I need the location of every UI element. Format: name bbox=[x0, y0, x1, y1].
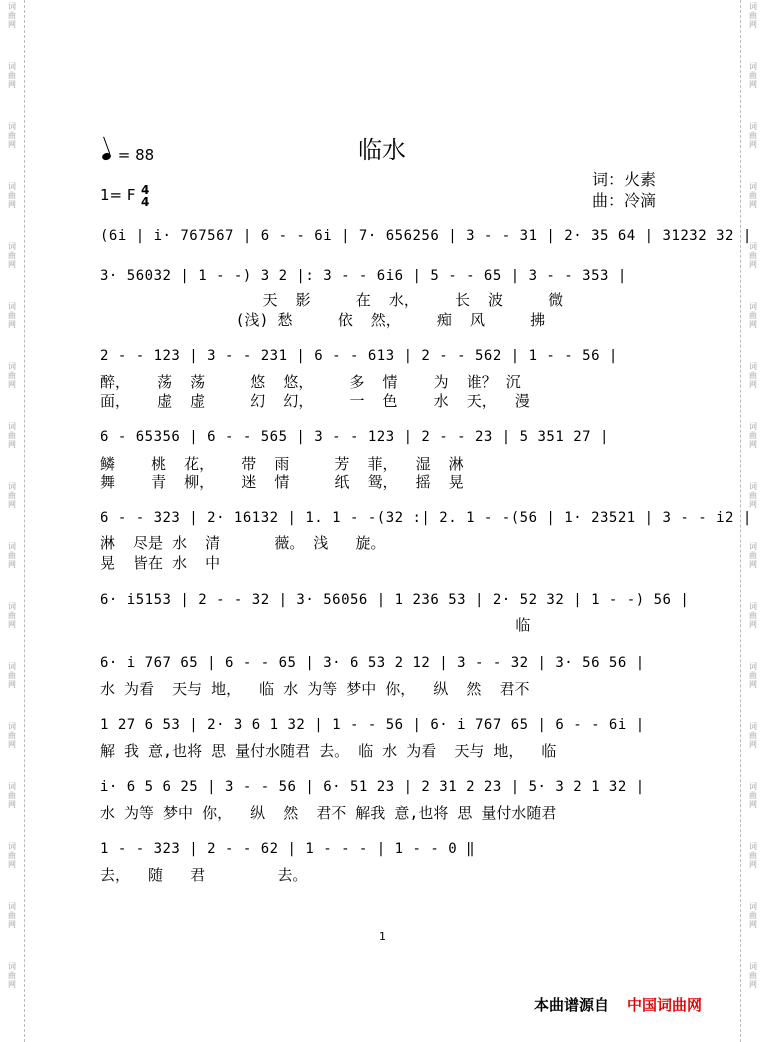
watermark-char: 词 bbox=[749, 962, 757, 971]
watermark-char: 网 bbox=[8, 920, 16, 929]
watermark-group bbox=[746, 962, 760, 1022]
watermark-char: 曲 bbox=[749, 611, 757, 620]
watermark-char: 曲 bbox=[749, 371, 757, 380]
watermark-char: 网 bbox=[749, 380, 757, 389]
watermark-char: 网 bbox=[749, 200, 757, 209]
watermark-group bbox=[746, 362, 760, 422]
watermark-group bbox=[5, 302, 19, 362]
watermark-char: 网 bbox=[8, 680, 16, 689]
lyric-line: 鳞 桃 花， 带 雨 芳 菲， 湿 淋 bbox=[100, 455, 464, 473]
lyric-line: 醉， 荡 荡 悠 悠， 多 情 为 谁？ 沉 bbox=[100, 373, 521, 391]
watermark-char: 词 bbox=[8, 362, 16, 371]
watermark-group bbox=[746, 62, 760, 122]
watermark-char: 网 bbox=[8, 620, 16, 629]
watermark-char: 网 bbox=[8, 140, 16, 149]
notation-line-3: 2 - - 123 | 3 - - 231 | 6 - - 613 | 2 - - 562 | 1 - - 56 | bbox=[100, 348, 618, 364]
watermark-group bbox=[746, 662, 760, 722]
watermark-char: 曲 bbox=[8, 311, 16, 320]
watermark-char: 曲 bbox=[749, 851, 757, 860]
watermark-char: 网 bbox=[749, 80, 757, 89]
watermark-char: 曲 bbox=[8, 131, 16, 140]
watermark-char: 词 bbox=[749, 362, 757, 371]
lyricist-credit: 词：火素 bbox=[592, 170, 657, 189]
lyric-line: 临 bbox=[100, 616, 531, 634]
watermark-group bbox=[5, 542, 19, 602]
quarter-note-icon bbox=[101, 152, 112, 162]
tempo-value: = 88 bbox=[117, 146, 155, 164]
watermark-char: 词 bbox=[749, 482, 757, 491]
watermark-group bbox=[5, 842, 19, 902]
watermark-char: 曲 bbox=[8, 371, 16, 380]
watermark-char: 曲 bbox=[8, 551, 16, 560]
watermark-char: 词 bbox=[8, 602, 16, 611]
watermark-char: 词 bbox=[8, 2, 16, 11]
footer-source-label: 本曲谱源自 bbox=[534, 996, 610, 1014]
watermark-char: 曲 bbox=[749, 551, 757, 560]
watermark-char: 网 bbox=[749, 260, 757, 269]
watermark-group bbox=[5, 2, 19, 62]
watermark-group bbox=[746, 542, 760, 602]
watermark-char: 网 bbox=[749, 560, 757, 569]
watermark-char: 网 bbox=[749, 740, 757, 749]
watermark-char: 网 bbox=[8, 200, 16, 209]
watermark-group bbox=[746, 602, 760, 662]
watermark-char: 网 bbox=[8, 20, 16, 29]
watermark-char: 词 bbox=[8, 62, 16, 71]
lyric-line: 舞 青 柳， 迷 情 纸 鸳， 摇 晃 bbox=[100, 473, 464, 491]
watermark-char: 词 bbox=[8, 662, 16, 671]
notation-line-4: 6 - 65356 | 6 - - 565 | 3 - - 123 | 2 - - 23 | 5 351 27 | bbox=[100, 429, 609, 445]
page-number: 1 bbox=[379, 930, 386, 943]
watermark-char: 词 bbox=[8, 962, 16, 971]
watermark-group bbox=[5, 722, 19, 782]
watermark-char: 曲 bbox=[8, 851, 16, 860]
watermark-char: 网 bbox=[8, 500, 16, 509]
watermark-char: 曲 bbox=[749, 11, 757, 20]
footer-site-name: 中国词曲网 bbox=[627, 996, 703, 1014]
watermark-char: 网 bbox=[749, 140, 757, 149]
watermark-char: 词 bbox=[8, 542, 16, 551]
watermark-char: 词 bbox=[749, 782, 757, 791]
watermark-group bbox=[746, 902, 760, 962]
lyric-line: 晃 皆在 水 中 bbox=[100, 554, 221, 572]
watermark-char: 曲 bbox=[749, 911, 757, 920]
lyric-line: 去， 随 君 去。 bbox=[100, 866, 308, 884]
watermark-char: 网 bbox=[749, 860, 757, 869]
watermark-char: 词 bbox=[8, 182, 16, 191]
watermark-char: 网 bbox=[749, 320, 757, 329]
watermark-char: 词 bbox=[749, 542, 757, 551]
notation-line-6: 6· i5153 | 2 - - 32 | 3· 56056 | 1 236 53 | 2· 52 32 | 1 - -) 56 | bbox=[100, 592, 690, 608]
watermark-char: 曲 bbox=[8, 971, 16, 980]
watermark-group bbox=[5, 602, 19, 662]
watermark-char: 词 bbox=[8, 842, 16, 851]
watermark-char: 词 bbox=[749, 242, 757, 251]
notation-line-2: 3· 56032 | 1 - -) 3 2 |: 3 - - 6i6 | 5 - - 65 | 3 - - 353 | bbox=[100, 268, 627, 284]
lyric-line: (浅) 愁 依 然， 痴 风 拂 bbox=[100, 311, 546, 329]
watermark-char: 网 bbox=[749, 620, 757, 629]
watermark-char: 曲 bbox=[8, 791, 16, 800]
watermark-char: 曲 bbox=[749, 131, 757, 140]
watermark-char: 网 bbox=[749, 20, 757, 29]
watermark-char: 词 bbox=[8, 122, 16, 131]
watermark-group bbox=[746, 242, 760, 302]
watermark-char: 网 bbox=[749, 980, 757, 989]
notation-line-7: 6· i 767 65 | 6 - - 65 | 3· 6 53 2 12 | 3 - - 32 | 3· 56 56 | bbox=[100, 655, 645, 671]
watermark-group bbox=[5, 182, 19, 242]
key-signature: 1= F bbox=[100, 186, 136, 204]
watermark-group bbox=[746, 302, 760, 362]
watermark-char: 词 bbox=[8, 482, 16, 491]
watermark-char: 曲 bbox=[749, 251, 757, 260]
watermark-char: 词 bbox=[749, 62, 757, 71]
lyric-line: 面， 虚 虚 幻 幻， 一 色 水 天， 漫 bbox=[100, 392, 530, 410]
notation-line-8: 1 27 6 53 | 2· 3 6 1 32 | 1 - - 56 | 6· i 767 65 | 6 - - 6i | bbox=[100, 717, 645, 733]
watermark-char: 网 bbox=[749, 920, 757, 929]
time-signature-top: 4 bbox=[141, 183, 150, 197]
watermark-char: 网 bbox=[8, 320, 16, 329]
watermark-group bbox=[5, 242, 19, 302]
watermark-group bbox=[5, 62, 19, 122]
watermark-char: 曲 bbox=[749, 971, 757, 980]
tempo-marking bbox=[102, 146, 154, 164]
watermark-char: 曲 bbox=[749, 431, 757, 440]
watermark-char: 曲 bbox=[749, 71, 757, 80]
watermark-group bbox=[5, 362, 19, 422]
watermark-char: 网 bbox=[8, 440, 16, 449]
watermark-char: 词 bbox=[749, 122, 757, 131]
watermark-char: 曲 bbox=[749, 191, 757, 200]
watermark-char: 词 bbox=[749, 302, 757, 311]
watermark-char: 曲 bbox=[8, 431, 16, 440]
watermark-char: 网 bbox=[749, 500, 757, 509]
watermark-char: 曲 bbox=[8, 611, 16, 620]
watermark-char: 网 bbox=[8, 740, 16, 749]
watermark-char: 曲 bbox=[8, 71, 16, 80]
watermark-char: 网 bbox=[749, 440, 757, 449]
watermark-char: 词 bbox=[749, 662, 757, 671]
watermark-group bbox=[746, 782, 760, 842]
watermark-group bbox=[746, 2, 760, 62]
watermark-char: 词 bbox=[8, 782, 16, 791]
lyric-line: 水 为看 天与 地， 临 水 为等 梦中 你， 纵 然 君不 bbox=[100, 680, 530, 698]
watermark-char: 词 bbox=[8, 902, 16, 911]
notation-line-9: i· 6 5 6 25 | 3 - - 56 | 6· 51 23 | 2 31 2 23 | 5· 3 2 1 32 | bbox=[100, 779, 645, 795]
watermark-char: 网 bbox=[8, 560, 16, 569]
watermark-char: 曲 bbox=[8, 911, 16, 920]
watermark-char: 曲 bbox=[8, 671, 16, 680]
watermark-char: 网 bbox=[8, 80, 16, 89]
watermark-char: 曲 bbox=[8, 491, 16, 500]
watermark-group bbox=[5, 962, 19, 1022]
watermark-char: 曲 bbox=[749, 311, 757, 320]
watermark-group bbox=[746, 422, 760, 482]
watermark-char: 网 bbox=[8, 800, 16, 809]
watermark-group bbox=[5, 482, 19, 542]
lyric-line: 天 影 在 水， 长 波 微 bbox=[100, 291, 564, 309]
lyric-line: 解 我 意,也将 思 量付水随君 去。 临 水 为看 天与 地， 临 bbox=[100, 742, 557, 760]
watermark-char: 曲 bbox=[8, 731, 16, 740]
watermark-char: 词 bbox=[749, 2, 757, 11]
watermark-group bbox=[5, 662, 19, 722]
notation-line-1: (6i | i· 767567 | 6 - - 6i | 7· 656256 | 3 - - 31 | 2· 35 64 | 31232 32 | bbox=[100, 228, 752, 244]
watermark-char: 网 bbox=[749, 680, 757, 689]
watermark-char: 曲 bbox=[749, 671, 757, 680]
watermark-group bbox=[5, 422, 19, 482]
notation-line-5: 6 - - 323 | 2· 16132 | 1. 1 - -(32 :| 2. 1 - -(56 | 1· 23521 | 3 - - i2 | bbox=[100, 510, 752, 526]
watermark-char: 词 bbox=[749, 842, 757, 851]
watermark-char: 曲 bbox=[749, 791, 757, 800]
watermark-char: 曲 bbox=[8, 11, 16, 20]
watermark-char: 曲 bbox=[749, 491, 757, 500]
watermark-char: 词 bbox=[8, 422, 16, 431]
composer-credit: 曲：冷滴 bbox=[592, 191, 657, 210]
watermark-group bbox=[5, 902, 19, 962]
watermark-char: 网 bbox=[8, 260, 16, 269]
watermark-char: 曲 bbox=[8, 251, 16, 260]
watermark-char: 网 bbox=[8, 380, 16, 389]
watermark-char: 词 bbox=[8, 302, 16, 311]
watermark-char: 网 bbox=[8, 980, 16, 989]
watermark-char: 词 bbox=[749, 182, 757, 191]
watermark-char: 网 bbox=[749, 800, 757, 809]
watermark-char: 词 bbox=[8, 242, 16, 251]
watermark-char: 词 bbox=[749, 722, 757, 731]
watermark-group bbox=[5, 782, 19, 842]
watermark-char: 词 bbox=[8, 722, 16, 731]
watermark-group bbox=[746, 722, 760, 782]
footer-source bbox=[534, 994, 702, 1015]
watermark-char: 网 bbox=[8, 860, 16, 869]
time-signature-bottom: 4 bbox=[141, 195, 150, 209]
notation-line-10: 1 - - 323 | 2 - - 62 | 1 - - - | 1 - - 0 ‖ bbox=[100, 841, 476, 857]
lyric-line: 水 为等 梦中 你， 纵 然 君不 解我 意,也将 思 量付水随君 bbox=[100, 804, 557, 822]
watermark-char: 曲 bbox=[749, 731, 757, 740]
watermark-char: 曲 bbox=[8, 191, 16, 200]
time-signature bbox=[141, 184, 149, 208]
watermark-char: 词 bbox=[749, 902, 757, 911]
lyric-line: 淋 尽是 水 清 薇。 浅 旋。 bbox=[100, 534, 386, 552]
watermark-group bbox=[746, 842, 760, 902]
watermark-char: 词 bbox=[749, 422, 757, 431]
watermark-char: 词 bbox=[749, 602, 757, 611]
song-title: 临水 bbox=[358, 136, 406, 164]
